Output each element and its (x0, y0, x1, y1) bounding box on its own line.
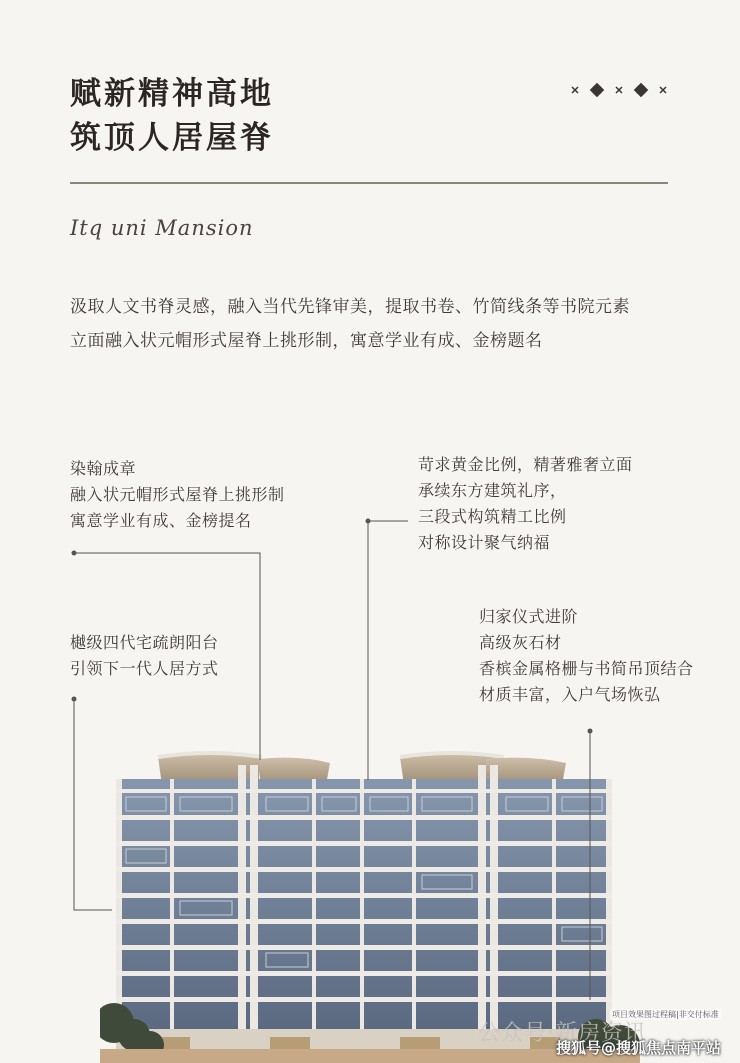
title-line-1: 赋新精神高地 (70, 76, 274, 112)
divider-line (70, 182, 668, 184)
script-wordmark (68, 207, 283, 247)
intro-line-2: 立面融入状元帽形式屋脊上挑形制，寓意学业有成、金榜题名 (70, 331, 543, 351)
intro-line-1: 汲取人文书脊灵感，融入当代先锋审美，提取书卷、竹简线条等书院元素 (70, 297, 630, 317)
page-title (70, 72, 274, 160)
callout-proportion-line-2: 承续东方建筑礼序， (418, 481, 567, 500)
diamond-cross-ornament-icon (566, 82, 672, 100)
callout-balcony-line-2: 引领下一代人居方式 (70, 659, 219, 678)
callout-entrance-line-4: 材质丰富，入户气场恢弘 (479, 685, 661, 704)
callout-roof (70, 456, 285, 534)
callout-entrance (479, 604, 694, 708)
callout-proportion-line-4: 对称设计聚气纳福 (418, 533, 551, 552)
disclaimer-text: 项目效果图过程稿|非交付标准 (612, 1010, 719, 1019)
watermark-wechat: 公众号·新房资讯 (478, 1021, 647, 1046)
callout-roof-line-3: 寓意学业有成、金榜提名 (70, 511, 252, 530)
callout-proportion-line-1: 苛求黄金比例，精著雅奢立面 (418, 455, 633, 474)
intro-paragraph (70, 290, 630, 358)
watermark-sohu: 搜狐号@搜狐焦点南平站 (556, 1039, 722, 1057)
callout-roof-line-1: 染翰成章 (70, 459, 137, 478)
callout-proportion (418, 452, 633, 556)
callout-balcony-line-1: 樾级四代宅疏朗阳台 (70, 633, 219, 652)
callout-roof-line-2: 融入状元帽形式屋脊上挑形制 (70, 485, 285, 504)
title-line-2: 筑顶人居屋脊 (70, 120, 274, 156)
callout-entrance-line-2: 高级灰石材 (479, 633, 562, 652)
script-wordmark-text: Itq uni Mansion (70, 216, 254, 240)
callout-balcony (70, 630, 219, 682)
callout-entrance-line-3: 香槟金属格栅与书简吊顶结合 (479, 659, 694, 678)
callout-entrance-line-1: 归家仪式进阶 (479, 607, 579, 626)
callout-proportion-line-3: 三段式构筑精工比例 (418, 507, 567, 526)
